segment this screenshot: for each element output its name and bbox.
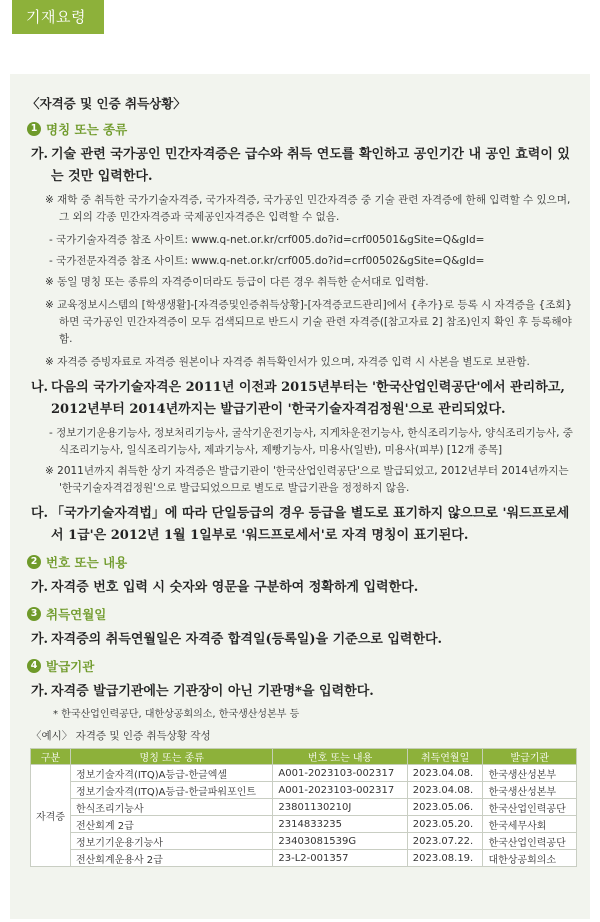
cell-name: 정보기기운용기능사 — [70, 833, 272, 850]
cell-name: 한식조리기능사 — [70, 799, 272, 816]
cell-issuer: 대한상공회의소 — [483, 850, 577, 867]
heading-number-content — [27, 553, 574, 571]
cell-issuer: 한국세무사회 — [483, 816, 577, 833]
cell-name: 정보기술자격(ITQ)A등급-한글엑셀 — [70, 765, 272, 782]
paragraph-marker: 가. — [31, 147, 49, 162]
heading-issuer — [27, 657, 574, 675]
cell-date: 2023.05.06. — [407, 799, 483, 816]
example-title: 〈예시〉 자격증 및 인증 취득상황 작성 — [31, 730, 211, 742]
cell-date: 2023.05.20. — [407, 816, 483, 833]
paragraph-text: 다음의 국가기술자격은 2011년 이전과 2015년부터는 '한국산업인력공단'에서 관리하고, 2012년부터 2014년까지는 발급기관이 '한국기술자격검정원'으로 관리되었다. — [51, 380, 565, 417]
paragraph-text: 「국가기술자격법」에 따라 단일등급의 경우 등급을 별도로 표기하지 않으므로 '워드프로세서 1급'은 2012년 1월 1일부로 '워드프로세서'로 자격 명칭이 표기된다. — [51, 506, 570, 543]
paragraph-marker: 나. — [31, 380, 49, 395]
number-badge: 2 — [27, 555, 41, 569]
cell-name: 전산회계운용사 2급 — [70, 850, 272, 867]
paragraph-marker: 가. — [31, 632, 49, 647]
cell-name: 전산회계 2급 — [70, 816, 272, 833]
paragraph-3 — [31, 503, 574, 547]
paragraph-2 — [31, 377, 574, 421]
section-tab: 기재요령 — [12, 0, 104, 34]
table-row — [31, 850, 577, 867]
example-table — [30, 748, 577, 867]
cell-date: 2023.04.08. — [407, 765, 483, 782]
reference-site-1: - 국가기술자격증 참조 사이트: www.q-net.or.kr/crf005.do?id=crf00501&gSite=Q&gId= — [49, 234, 485, 246]
paragraph-text: 기술 관련 국가공인 민간자격증은 급수와 취득 연도를 확인하고 공인기간 내 공인 효력이 있는 것만 입력한다. — [51, 147, 570, 184]
note-5: ※ 2011년까지 취득한 상기 자격증은 발급기관이 '한국산업인력공단'으로 발급되었고, 2012년부터 2014년까지는 '한국기술자격검정원'으로 발급되었으므로 별도로 발급기관을 정정하지 않음. — [45, 465, 569, 494]
table-row — [31, 816, 577, 833]
header-date: 취득연월일 — [407, 749, 483, 765]
note-2: ※ 동일 명칭 또는 종류의 자격증이더라도 등급이 다른 경우 취득한 순서대로 입력함. — [45, 276, 429, 288]
guide-panel — [10, 74, 590, 919]
number-badge: 1 — [27, 122, 41, 136]
cell-number: 23403081539G — [273, 833, 407, 850]
reference-site-2: - 국가전문자격증 참조 사이트: www.q-net.or.kr/crf005.do?id=crf00502&gSite=Q&gId= — [49, 255, 485, 267]
category-cell: 자격증 — [31, 765, 71, 867]
cell-number: 2314833235 — [273, 816, 407, 833]
header-number: 번호 또는 내용 — [273, 749, 407, 765]
paragraph-4 — [31, 577, 574, 599]
heading-acquired-date — [27, 605, 574, 623]
qualification-list: - 정보기기운용기능사, 정보처리기능사, 굴삭기운전기능사, 지게차운전기능사, 한식조리기능사, 양식조리기능사, 중식조리기능사, 일식조리기능사, 제과기능사, 제빵기능사, 미용사(일반), 미용사(피부) [12개 종목] — [49, 427, 573, 456]
paragraph-marker: 다. — [31, 506, 49, 521]
number-badge: 4 — [27, 659, 41, 673]
header-name: 명칭 또는 종류 — [70, 749, 272, 765]
paragraph-text: 자격증 발급기관에는 기관장이 아닌 기관명*을 입력한다. — [51, 684, 374, 699]
heading-label: 번호 또는 내용 — [46, 555, 128, 570]
number-badge: 3 — [27, 607, 41, 621]
paragraph-marker: 가. — [31, 684, 49, 699]
heading-label: 명칭 또는 종류 — [46, 122, 128, 137]
cell-issuer: 한국생산성본부 — [483, 765, 577, 782]
cell-number: A001-2023103-002317 — [273, 765, 407, 782]
cell-issuer: 한국생산성본부 — [483, 782, 577, 799]
heading-label: 취득연월일 — [46, 607, 107, 622]
cell-date: 2023.04.08. — [407, 782, 483, 799]
paragraph-5 — [31, 629, 574, 651]
note-1: ※ 재학 중 취득한 국가기술자격증, 국가자격증, 국가공인 민간자격증 중 기술 관련 자격증에 한해 입력할 수 있으며, 그 외의 각종 민간자격증과 국제공인자격증은 입력할 수 없음. — [45, 194, 571, 223]
issuer-examples: * 한국산업인력공단, 대한상공회의소, 한국생산성본부 등 — [53, 709, 300, 720]
paragraph-marker: 가. — [31, 580, 49, 595]
cell-number: 23-L2-001357 — [273, 850, 407, 867]
note-4: ※ 자격증 증빙자료로 자격증 원본이나 자격증 취득확인서가 있으며, 자격증 입력 시 사본을 별도로 보관함. — [45, 356, 530, 368]
table-row — [31, 833, 577, 850]
cell-date: 2023.07.22. — [407, 833, 483, 850]
cell-number: A001-2023103-002317 — [273, 782, 407, 799]
table-row — [31, 782, 577, 799]
cell-name: 정보기술자격(ITQ)A등급-한글파워포인트 — [70, 782, 272, 799]
note-3: ※ 교육정보시스템의 [학생생활]-[자격증및인증취득상황]-[자격증코드관리]에서 {추가}로 등록 시 자격증을 {조회}하면 국가공인 민간자격증이 모두 검색되므로 반드시 기술 관련 자격증([참고자료 2] 참조)인지 확인 후 등록해야 함. — [45, 299, 573, 345]
header-issuer: 발급기관 — [483, 749, 577, 765]
table-row — [31, 799, 577, 816]
paragraph-1 — [31, 144, 574, 188]
cell-issuer: 한국산업인력공단 — [483, 799, 577, 816]
paragraph-text: 자격증 번호 입력 시 숫자와 영문을 구분하여 정확하게 입력한다. — [51, 580, 419, 595]
table-row — [31, 765, 577, 782]
paragraph-6 — [31, 681, 574, 703]
heading-label: 발급기관 — [46, 659, 95, 674]
header-category: 구분 — [31, 749, 71, 765]
cell-date: 2023.08.19. — [407, 850, 483, 867]
section-title: 〈자격증 및 인증 취득상황〉 — [27, 96, 186, 111]
table-header-row — [31, 749, 577, 765]
paragraph-text: 자격증의 취득연월일은 자격증 합격일(등록일)을 기준으로 입력한다. — [51, 632, 443, 647]
cell-issuer: 한국산업인력공단 — [483, 833, 577, 850]
heading-name-type — [27, 120, 574, 138]
cell-number: 23801130210J — [273, 799, 407, 816]
